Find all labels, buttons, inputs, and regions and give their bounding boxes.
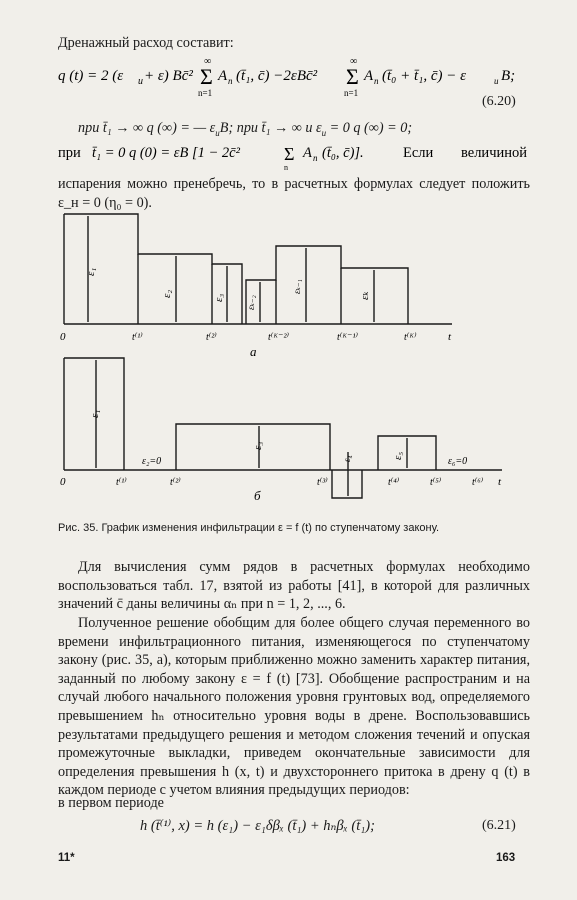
fig-b-tick-6: t⁽⁶⁾ xyxy=(472,477,484,488)
fig-b-tick-2: t⁽²⁾ xyxy=(170,477,181,488)
svg-text:(t̄₀ + t̄₁, c̄) − ε: (t̄₀ + t̄₁, c̄) − ε xyxy=(382,68,467,84)
svg-text:Σ: Σ xyxy=(200,64,213,89)
svg-text:n=1: n=1 xyxy=(198,88,213,98)
fig-a-axis-label: t xyxy=(448,331,452,343)
fig-a-tick-2: t⁽²⁾ xyxy=(206,332,217,343)
fig-a-block-label-6: εₖ xyxy=(359,291,371,300)
svg-text:(t̄₁, c̄) −2εBc̄²: (t̄₁, c̄) −2εBc̄² xyxy=(236,68,318,84)
svg-text:t̄₁ = 0 q (0) = εB [1 − 2c̄²: t̄₁ = 0 q (0) = εB [1 − 2c̄² xyxy=(92,145,240,161)
fig-b-tick-3: t⁽³⁾ xyxy=(317,477,328,488)
equation-6-20-number: (6.20) xyxy=(482,94,516,109)
limits-line-1: при t̄₁ → ∞ q (∞) = — $\varepsilon_uB$; при t̄₁ → ∞ и $\varepsilon_u = 0$ q (∞) = 0; xyxy=(78,120,413,138)
svg-text:Если: Если xyxy=(403,145,434,161)
fig-b-sublabel: б xyxy=(254,488,261,503)
fig-a-tick-1: t⁽¹⁾ xyxy=(132,332,143,343)
fig-a-origin: 0 xyxy=(60,331,66,343)
fig-a-tick-3: t⁽ᴷ⁻²⁾ xyxy=(268,332,289,343)
figure-35-b xyxy=(52,352,512,512)
fig-b-block-label-1: ε₁ xyxy=(89,409,101,418)
fig-a-tick-5: t⁽ᴷ⁾ xyxy=(404,332,417,343)
fig-a-block-label-3: ε₃ xyxy=(213,293,225,302)
svg-text:u: u xyxy=(138,76,143,87)
svg-text:n: n xyxy=(313,153,318,163)
equation-6-21: h (t̄⁽¹⁾, x) = h (ε₁) − ε₁δβₓ (t̄₁) + hₙβₓ (t̄₁); xyxy=(140,818,375,834)
figure-35-a xyxy=(52,206,472,362)
svg-text:n=1: n=1 xyxy=(344,88,359,98)
fig-a-block-label-4: εₖ₋₂ xyxy=(246,295,256,310)
fig-b-block-label-4: ε₄ xyxy=(342,455,352,462)
svg-text:n: n xyxy=(228,76,233,86)
fig-b-block-label-3: ε₃ xyxy=(252,441,264,450)
fig-a-block-label-5: εₖ₋₁ xyxy=(292,279,302,294)
fig-a-block-label-2: ε₂ xyxy=(161,289,173,298)
svg-text:величиной: величиной xyxy=(461,145,528,161)
svg-text:A: A xyxy=(364,68,374,84)
svg-text:∞: ∞ xyxy=(204,56,212,67)
fig-b-tick-5: t⁽⁵⁾ xyxy=(430,477,442,488)
svg-text:u: u xyxy=(494,76,499,86)
svg-text:при: при xyxy=(58,145,81,161)
fig-a-tick-4: t⁽ᴷ⁻¹⁾ xyxy=(337,332,358,343)
svg-text:n: n xyxy=(284,163,288,171)
svg-text:A: A xyxy=(218,68,228,84)
svg-text:q (t) = 2 (ε: q (t) = 2 (ε xyxy=(58,68,124,84)
figure-caption: Рис. 35. График изменения инфильтрации ε = f (t) по ступенчатому закону. xyxy=(58,522,440,534)
paragraph-generalization: Полученное решение обобщим для более общего случая переменного во времени инфильтрационного питания, изменяющегося по ступенчатому закону (рис. 35, а), которым приближенно можно заменить характер питания, заданный по любому закону ε = f (t) [73]. Обобщение распространим и на случай любого начального положения уровня грунтовых вод, определяемого превышением hₙ относительно уровня воды в дрене. Воспользовавшись результатами предыдущего решения и методом сложения течений и опуская промежуточные выкладки, приведем окончательные зависимости для определения превышения h (x, t) и двухстороннего притока в дрену q (t) в каждом периоде с учетом влияния предыдущих периодов: xyxy=(58,615,530,799)
page-number: 163 xyxy=(496,852,516,864)
equation-6-21-number: (6.21) xyxy=(482,818,516,833)
fig-a-sublabel: а xyxy=(250,344,257,359)
svg-text:+ ε) Bc̄²: + ε) Bc̄² xyxy=(144,68,193,84)
fig-a-block-label-1: ε₁ xyxy=(85,267,97,276)
fig-b-tick-4: t⁽⁴⁾ xyxy=(388,477,400,488)
svg-text:A: A xyxy=(303,145,312,161)
limits-line-2 xyxy=(58,141,530,171)
intro-line: Дренажный расход составит: xyxy=(58,35,234,51)
svg-text:(t̄₀, c̄)].: (t̄₀, c̄)]. xyxy=(322,145,364,161)
fig-b-tick-1: t⁽¹⁾ xyxy=(116,477,127,488)
svg-text:n: n xyxy=(374,76,379,86)
footer-signature: 11* xyxy=(58,852,75,864)
equation-6-20 xyxy=(58,54,528,98)
paragraph-table-17: Для вычисления сумм рядов в расчетных формулах необходимо воспользоваться табл. 17, взятой из работы [41], в которой для различных значений c̄ даны величины αₙ при n = 1, 2, ..., 6. xyxy=(58,559,530,613)
svg-text:Σ: Σ xyxy=(346,64,359,89)
fig-b-block-label-5: ε₅ xyxy=(392,451,404,460)
fig-b-origin: 0 xyxy=(60,476,66,488)
fig-b-axis-label: t xyxy=(498,476,502,488)
first-period-label: в первом периоде xyxy=(58,795,164,811)
fig-b-block-label-6: ε₆=0 xyxy=(448,456,468,467)
evaporation-paragraph: испарения можно пренебречь, то в расчетных формулах следует положить ε_н = 0 (η₀ = 0). xyxy=(58,176,530,211)
svg-text:∞: ∞ xyxy=(350,56,358,67)
fig-b-block-label-2: ε₂=0 xyxy=(142,456,162,467)
svg-text:Σ: Σ xyxy=(284,144,295,164)
svg-text:B;: B; xyxy=(501,68,516,84)
